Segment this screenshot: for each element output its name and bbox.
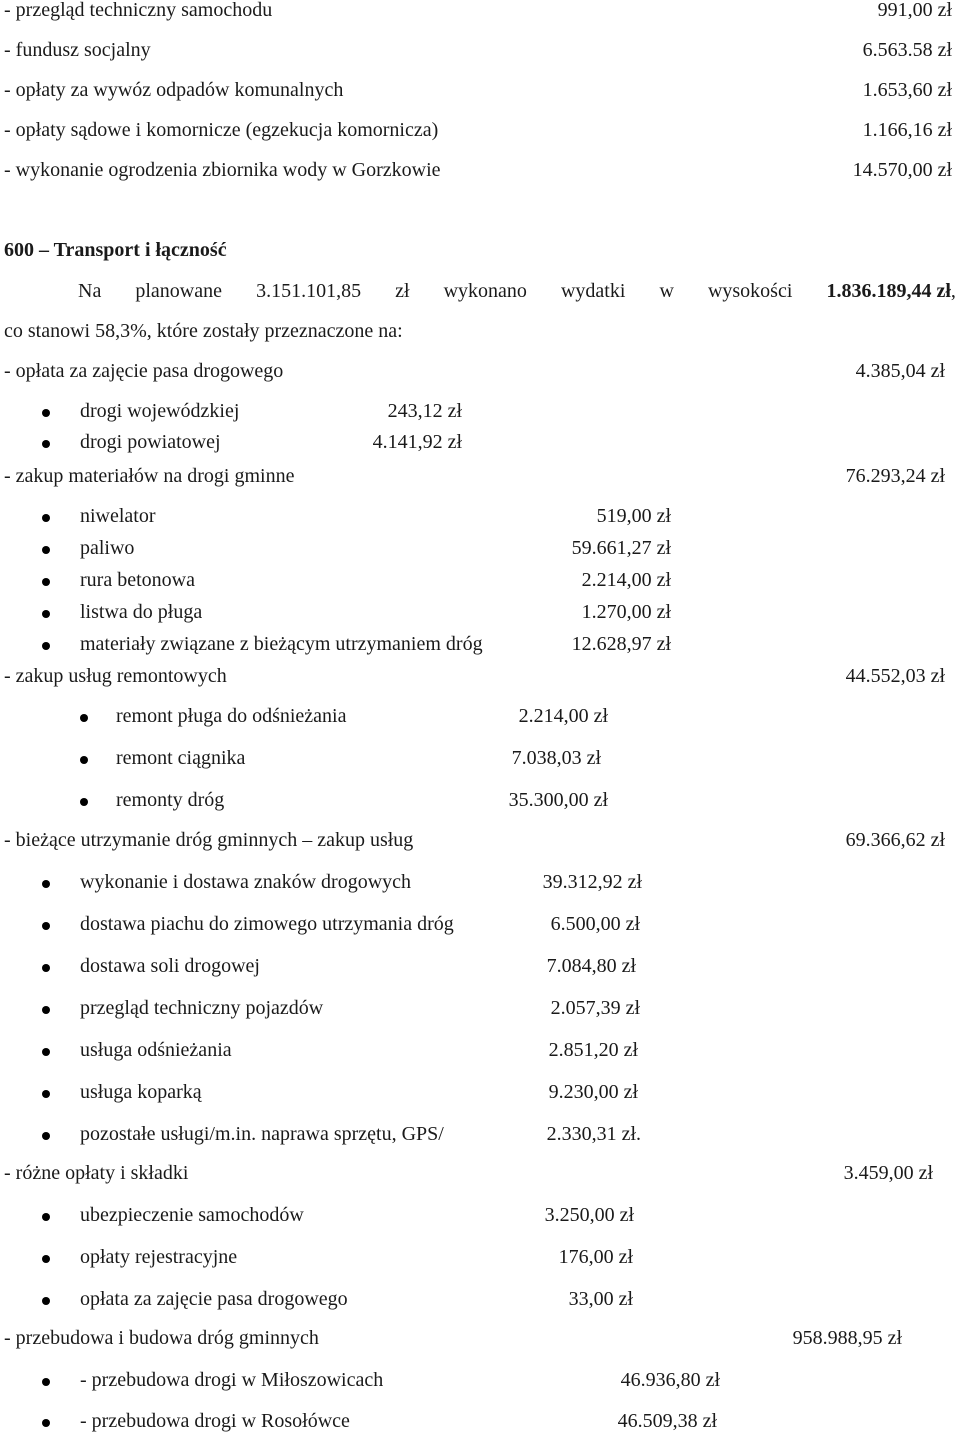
intro-word: 3.151.101,85 — [256, 280, 362, 302]
bullet-icon — [42, 964, 50, 972]
bullet-icon — [42, 1378, 50, 1386]
intro-word: Na — [78, 280, 102, 302]
list-item-label: drogi wojewódzkiej — [80, 400, 240, 422]
list-item-amount: 176,00 zł — [558, 1246, 633, 1268]
list-item-amount: 35.300,00 zł — [508, 789, 608, 811]
list-item-label: opłaty rejestracyjne — [80, 1246, 238, 1268]
bullet-icon — [42, 1419, 50, 1427]
intro-trail: , — [950, 280, 956, 302]
list-item-amount: 7.038,03 zł — [511, 747, 601, 769]
list-item-label: materiały związane z bieżącym utrzymaniem dróg — [80, 633, 483, 655]
intro-amount: 1.836.189,44 zł — [826, 280, 951, 302]
group-label: - różne opłaty i składki — [4, 1162, 189, 1184]
top-item-amount: 991,00 zł — [877, 0, 952, 21]
top-item-label: - przegląd techniczny samochodu — [4, 0, 273, 21]
group-amount: 76.293,24 zł — [845, 465, 945, 487]
list-item-label: wykonanie i dostawa znaków drogowych — [80, 871, 412, 893]
list-item-label: - przebudowa drogi w Miłoszowicach — [80, 1369, 384, 1391]
intro-word: wykonano — [443, 280, 527, 302]
group-label: - opłata za zajęcie pasa drogowego — [4, 360, 284, 382]
bullet-icon — [80, 714, 88, 722]
list-item-label: pozostałe usługi/m.in. naprawa sprzętu, GPS/ — [80, 1123, 444, 1145]
top-item-label: - fundusz socjalny — [4, 39, 151, 61]
list-item-amount: 243,12 zł — [387, 400, 462, 422]
list-item-label: opłata za zajęcie pasa drogowego — [80, 1288, 348, 1310]
list-item-amount: 3.250,00 zł — [544, 1204, 634, 1226]
list-item-amount: 2.214,00 zł — [581, 569, 671, 591]
bullet-icon — [42, 546, 50, 554]
top-item-label: - opłaty za wywóz odpadów komunalnych — [4, 79, 344, 101]
bullet-icon — [42, 440, 50, 448]
list-item-amount: 519,00 zł — [596, 505, 671, 527]
bullet-icon — [42, 1090, 50, 1098]
bullet-icon — [42, 922, 50, 930]
top-item-amount: 14.570,00 zł — [852, 159, 952, 181]
list-item-amount: 9.230,00 zł — [548, 1081, 638, 1103]
bullet-icon — [42, 1048, 50, 1056]
list-item-amount: 2.851,20 zł — [548, 1039, 638, 1061]
list-item-label: usługa odśnieżania — [80, 1039, 232, 1061]
bullet-icon — [42, 880, 50, 888]
intro-word: planowane — [135, 280, 223, 302]
group-amount: 4.385,04 zł — [855, 360, 945, 382]
top-item-amount: 1.653,60 zł — [862, 79, 952, 101]
list-item-label: usługa koparką — [80, 1081, 202, 1103]
list-item-label: dostawa soli drogowej — [80, 955, 260, 977]
list-item-label: paliwo — [80, 537, 135, 559]
group-amount: 44.552,03 zł — [845, 665, 945, 687]
top-item-amount: 1.166,16 zł — [862, 119, 952, 141]
list-item-label: remonty dróg — [116, 789, 225, 811]
bullet-icon — [42, 642, 50, 650]
group-label: - zakup materiałów na drogi gminne — [4, 465, 295, 487]
bullet-icon — [42, 1297, 50, 1305]
list-item-amount: 6.500,00 zł — [550, 913, 640, 935]
list-item-amount: 2.057,39 zł — [550, 997, 640, 1019]
list-item-amount: 46.936,80 zł — [620, 1369, 720, 1391]
intro-word: wysokości — [707, 280, 793, 302]
list-item-amount: 59.661,27 zł — [571, 537, 671, 559]
list-item-label: rura betonowa — [80, 569, 195, 591]
bullet-icon — [42, 610, 50, 618]
list-item-label: drogi powiatowej — [80, 431, 221, 453]
group-label: - zakup usług remontowych — [4, 665, 227, 687]
list-item-label: przegląd techniczny pojazdów — [80, 997, 324, 1019]
bullet-icon — [80, 756, 88, 764]
intro-word: zł — [395, 280, 410, 302]
group-amount: 3.459,00 zł — [843, 1162, 933, 1184]
bullet-icon — [42, 1213, 50, 1221]
bullet-icon — [42, 1006, 50, 1014]
intro-word: w — [659, 280, 674, 302]
bullet-icon — [42, 409, 50, 417]
list-item-label: niwelator — [80, 505, 156, 527]
list-item-amount: 46.509,38 zł — [617, 1410, 717, 1432]
top-item-amount: 6.563.58 zł — [862, 39, 952, 61]
list-item-amount: 2.330,31 zł. — [546, 1123, 641, 1145]
list-item-label: ubezpieczenie samochodów — [80, 1204, 304, 1226]
group-label: - bieżące utrzymanie dróg gminnych – zakup usług — [4, 829, 414, 851]
list-item-amount: 12.628,97 zł — [571, 633, 671, 655]
group-amount: 958.988,95 zł — [792, 1327, 902, 1349]
section-intro-line2: co stanowi 58,3%, które zostały przeznaczone na: — [4, 320, 403, 342]
list-item-amount: 7.084,80 zł — [546, 955, 636, 977]
top-item-label: - opłaty sądowe i komornicze (egzekucja komornicza) — [4, 119, 439, 141]
list-item-amount: 4.141,92 zł — [372, 431, 462, 453]
bullet-icon — [42, 1255, 50, 1263]
bullet-icon — [42, 1132, 50, 1140]
group-amount: 69.366,62 zł — [845, 829, 945, 851]
bullet-icon — [80, 798, 88, 806]
list-item-amount: 33,00 zł — [568, 1288, 633, 1310]
list-item-label: - przebudowa drogi w Rosołówce — [80, 1410, 350, 1432]
list-item-label: dostawa piachu do zimowego utrzymania dróg — [80, 913, 454, 935]
top-item-label: - wykonanie ogrodzenia zbiornika wody w Gorzkowie — [4, 159, 441, 181]
intro-word: wydatki — [560, 280, 626, 302]
list-item-amount: 1.270,00 zł — [581, 601, 671, 623]
bullet-icon — [42, 514, 50, 522]
group-label: - przebudowa i budowa dróg gminnych — [4, 1327, 319, 1349]
list-item-label: remont pługa do odśnieżania — [116, 705, 347, 727]
list-item-label: remont ciągnika — [116, 747, 246, 769]
list-item-amount: 39.312,92 zł — [542, 871, 642, 893]
section-heading: 600 – Transport i łączność — [4, 239, 227, 261]
list-item-amount: 2.214,00 zł — [518, 705, 608, 727]
list-item-label: listwa do pługa — [80, 601, 203, 623]
section-intro — [78, 281, 956, 301]
bullet-icon — [42, 578, 50, 586]
